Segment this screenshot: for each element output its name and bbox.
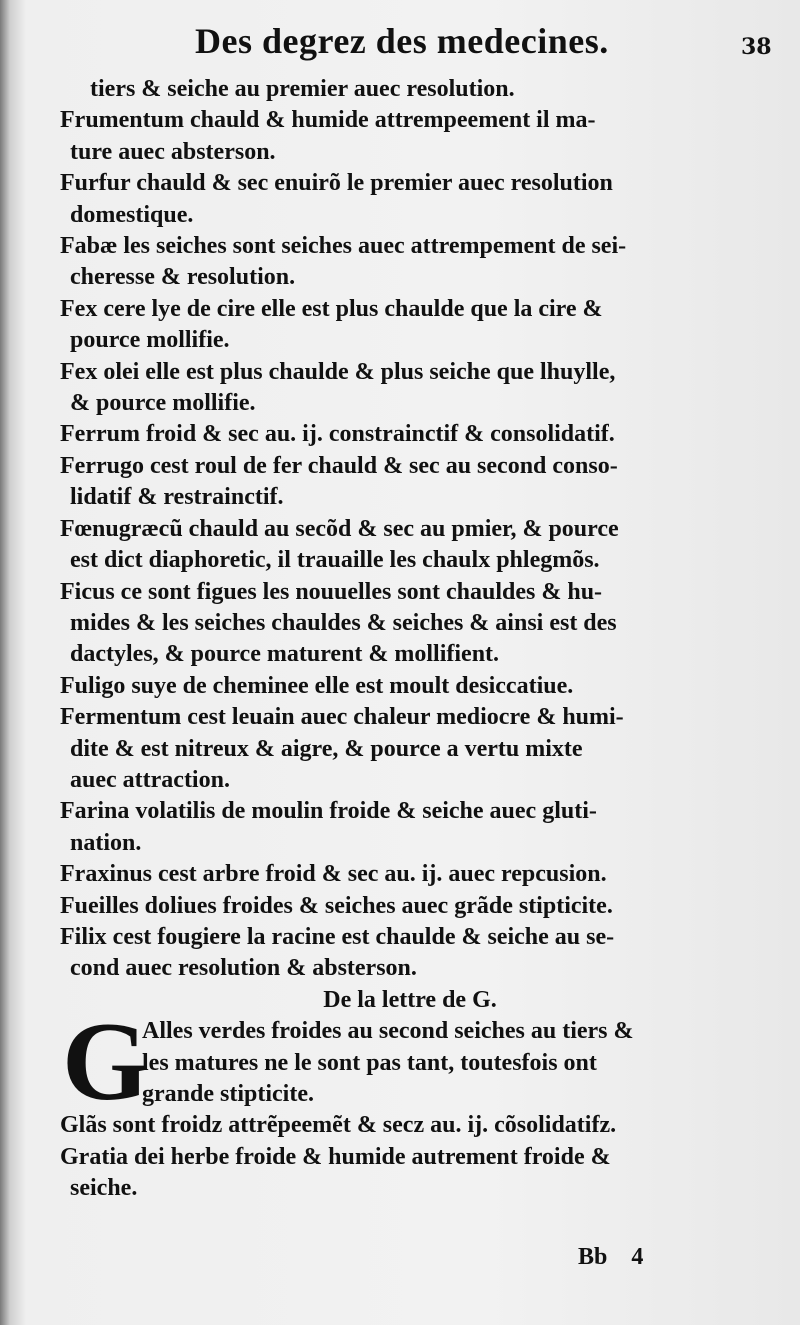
dropcap-paragraph <box>60 1000 760 1125</box>
entry-continuation-line: ture auec absterson. <box>70 138 276 165</box>
dropcap-lines <box>142 1016 762 1110</box>
entries-letter-g <box>60 1110 760 1204</box>
body-text <box>60 74 760 1204</box>
entry-line: Fex cere lye de cire elle est plus chaulde que la cire & <box>60 295 603 322</box>
signature-mark: Bb 4 <box>578 1244 644 1270</box>
entry-line: Fueilles doliues froides & seiches auec grãde stipticite. <box>60 892 613 919</box>
entry-line: Frumentum chauld & humide attrempeement il ma- <box>60 107 596 134</box>
entry-line: Farina volatilis de moulin froide & seiche auec gluti- <box>60 798 597 825</box>
entry-continuation-line: pource mollifie. <box>70 327 230 354</box>
entry-continuation-line: mides & les seiches chauldes & seiches & ainsi est des <box>70 609 617 636</box>
entry-continuation-line: domestique. <box>70 201 194 228</box>
entry-line: Glãs sont froidz attrẽpeemẽt & secz au. ij. cõsolidatifz. <box>60 1112 617 1139</box>
section-title: De la lettre de G. <box>323 986 497 1013</box>
dropcap-line: les matures ne le sont pas tant, toutesfois ont <box>142 1049 597 1076</box>
entry-continuation-line: auec attraction. <box>70 766 230 793</box>
entry-continuation-line: cond auec resolution & absterson. <box>70 955 417 982</box>
dropcap-line: grande stipticite. <box>142 1081 314 1107</box>
entries-letter-f <box>60 74 760 985</box>
entry-continuation-line: nation. <box>70 829 142 856</box>
entry-continuation-line: dactyles, & pource maturent & mollifient. <box>70 641 500 668</box>
entry-line: Fœnugræcũ chauld au secõd & sec au pmier, & pource <box>60 515 619 542</box>
entry-continuation-line: seiche. <box>70 1175 138 1201</box>
entry-line: Furfur chauld & sec enuirõ le premier auec resolution <box>60 170 613 197</box>
entry-line: tiers & seiche au premier auec resolution. <box>90 76 515 102</box>
entry-continuation-line: lidatif & restrainctif. <box>70 484 284 511</box>
entry-line: Fermentum cest leuain auec chaleur mediocre & humi- <box>60 704 624 731</box>
entry-line: Fex olei elle est plus chaulde & plus seiche que lhuylle, <box>60 358 616 385</box>
entry-line: Fraxinus cest arbre froid & sec au. ij. auec repcusion. <box>60 861 607 888</box>
page-number: 38 <box>741 34 772 60</box>
entry-continuation-line: cheresse & resolution. <box>70 264 296 291</box>
dropcap-letter: G <box>62 1000 150 1125</box>
entry-line: Ferrum froid & sec au. ij. constrainctif & consolidatif. <box>60 421 615 448</box>
entry-line: Ferrugo cest roul de fer chauld & sec au second conso- <box>60 452 618 479</box>
entry-line: Gratia dei herbe froide & humide autrement froide & <box>60 1143 611 1170</box>
dropcap-line: Alles verdes froides au second seiches au tiers & <box>142 1018 634 1045</box>
entry-line: Fuligo suye de cheminee elle est moult desiccatiue. <box>60 672 574 699</box>
entry-line: Ficus ce sont figues les nouuelles sont chauldes & hu- <box>60 578 603 605</box>
entry-continuation-line: est dict diaphoretic, il trauaille les chaulx phlegmõs. <box>70 547 600 574</box>
entry-continuation-line: dite & est nitreux & aigre, & pource a vertu mixte <box>70 735 583 762</box>
running-head: Des degrez des medecines. <box>195 21 609 61</box>
entry-line: Fabæ les seiches sont seiches auec attrempement de sei- <box>60 233 627 260</box>
entry-continuation-line: & pource mollifie. <box>70 390 256 417</box>
entry-line: Filix cest fougiere la racine est chaulde & seiche au se- <box>60 923 615 950</box>
